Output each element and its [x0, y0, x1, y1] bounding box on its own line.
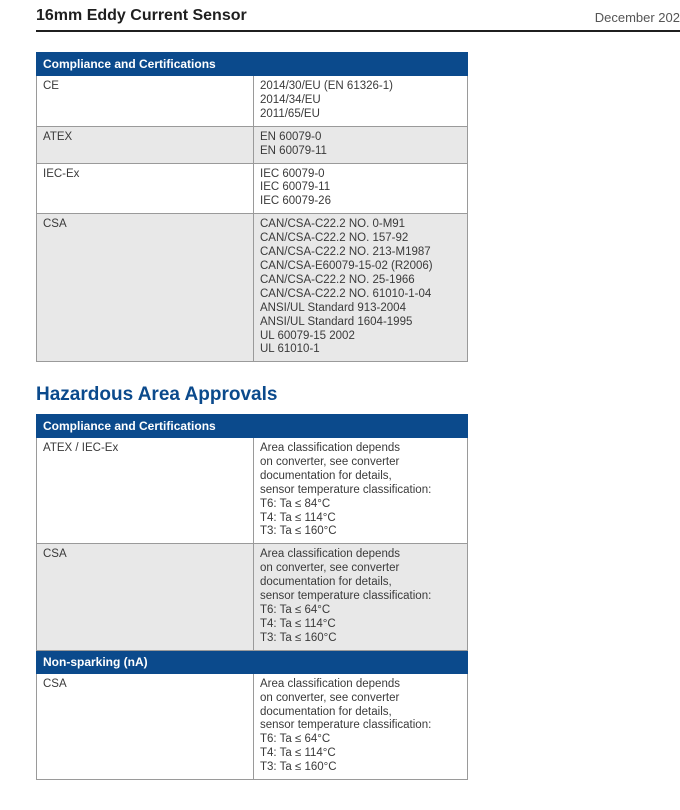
value-line: 2011/65/EU [260, 107, 320, 120]
value-line: 2014/34/EU [260, 93, 321, 106]
compliance-table-heading: Compliance and Certifications [37, 53, 468, 76]
table-row [37, 438, 468, 544]
row-label: IEC-Ex [37, 163, 254, 214]
value-line: sensor temperature classification: [260, 483, 432, 496]
row-values [254, 214, 468, 362]
value-line: 2014/30/EU (EN 61326-1) [260, 80, 393, 92]
value-line: IEC 60079-11 [260, 181, 331, 194]
value-line: IEC 60079-26 [260, 195, 331, 208]
value-line: UL 61010-1 [260, 343, 320, 356]
row-values [254, 163, 468, 214]
value-line: ANSI/UL Standard 1604-1995 [260, 315, 413, 328]
row-label: CSA [37, 673, 254, 779]
value-line: T3: Ta ≤ 160°C [260, 761, 337, 774]
value-line: T4: Ta ≤ 114°C [260, 617, 336, 630]
row-label: CE [37, 76, 254, 127]
row-label: CSA [37, 544, 254, 650]
value-line: IEC 60079-0 [260, 167, 325, 180]
compliance-table [36, 52, 468, 362]
document-date: December 202 [594, 10, 680, 25]
value-line: sensor temperature classification: [260, 590, 432, 603]
value-line: ANSI/UL Standard 913-2004 [260, 301, 406, 314]
row-label: ATEX [37, 126, 254, 163]
row-values [254, 76, 468, 127]
value-line: T6: Ta ≤ 64°C [260, 603, 331, 616]
table-row [37, 544, 468, 650]
value-line: CAN/CSA-C22.2 NO. 0-M91 [260, 218, 406, 231]
value-line: on converter, see converter [260, 562, 400, 575]
value-line: T4: Ta ≤ 114°C [260, 747, 336, 760]
value-line: T6: Ta ≤ 84°C [260, 497, 331, 510]
value-line: documentation for details, [260, 576, 392, 589]
value-line: T6: Ta ≤ 64°C [260, 733, 331, 746]
value-line: Area classification depends [260, 442, 400, 454]
row-values [254, 544, 468, 650]
value-line: UL 60079-15 2002 [260, 329, 355, 342]
row-values [254, 126, 468, 163]
value-line: CAN/CSA-C22.2 NO. 213-M1987 [260, 246, 431, 259]
page-header [36, 6, 680, 32]
value-line: CAN/CSA-C22.2 NO. 25-1966 [260, 273, 415, 286]
value-line: T3: Ta ≤ 160°C [260, 525, 337, 538]
value-line: Area classification depends [260, 548, 400, 561]
row-values [254, 673, 468, 779]
value-line: EN 60079-0 [260, 130, 322, 143]
non-sparking-subheading: Non-sparking (nA) [37, 650, 468, 673]
hazardous-table-heading: Compliance and Certifications [37, 415, 468, 438]
table-row [37, 673, 468, 779]
value-line: CAN/CSA-E60079-15-02 (R2006) [260, 259, 433, 272]
table-row [37, 214, 468, 362]
row-label: CSA [37, 214, 254, 362]
value-line: Area classification depends [260, 677, 400, 690]
value-line: on converter, see converter [260, 691, 400, 704]
value-line: documentation for details, [260, 469, 392, 482]
value-line: T4: Ta ≤ 114°C [260, 511, 336, 524]
hazardous-approvals-table [36, 414, 468, 780]
row-values [254, 438, 468, 544]
value-line: documentation for details, [260, 705, 392, 718]
table-row [37, 163, 468, 214]
value-line: CAN/CSA-C22.2 NO. 157-92 [260, 232, 409, 245]
value-line: on converter, see converter [260, 455, 400, 468]
value-line: T3: Ta ≤ 160°C [260, 631, 337, 644]
document-title: 16mm Eddy Current Sensor [36, 7, 247, 24]
value-line: sensor temperature classification: [260, 719, 432, 732]
table-row [37, 126, 468, 163]
value-line: CAN/CSA-C22.2 NO. 61010-1-04 [260, 287, 432, 300]
table-row [37, 76, 468, 127]
row-label: ATEX / IEC-Ex [37, 438, 254, 544]
value-line: EN 60079-11 [260, 144, 327, 157]
section-heading-hazardous-area-approvals: Hazardous Area Approvals [36, 384, 278, 405]
